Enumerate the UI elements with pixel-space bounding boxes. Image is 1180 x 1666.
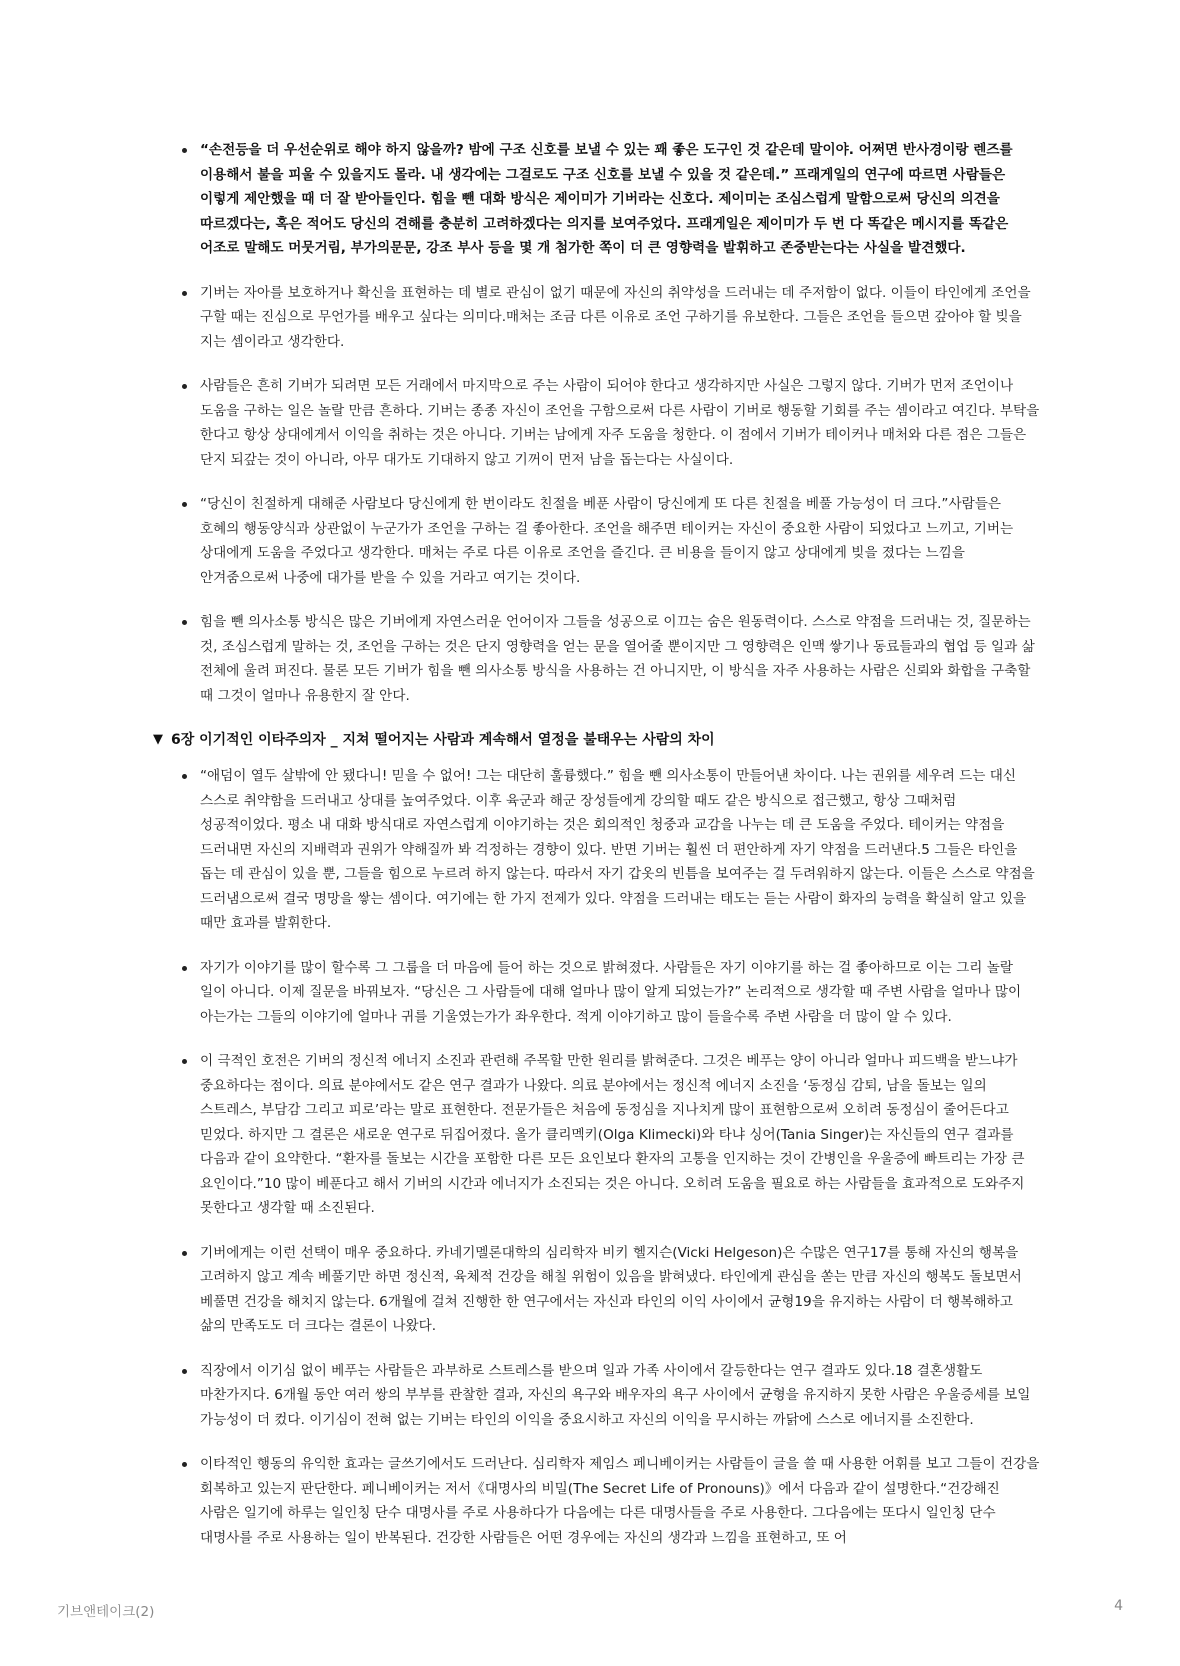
bullet-list-1 (0, 138, 1040, 708)
list-item: “당신이 친절하게 대해준 사람보다 당신에게 한 번이라도 친절을 베푼 사람이 당신에게 또 다른 친절을 베풀 가능성이 더 크다.”사람들은 호혜의 행동양식과 상관없이 누군가가 조언을 구하는 걸 좋아한다. 조언을 해주면 테이커는 자신이 중요한 사람이 되었다고 느끼고, 기버는 상대에게 도움을 주었다고 생각한다. 매처는 주로 다른 이유로 조언을 즐긴다. 큰 비용을 들이지 않고 상대에게 빚을 졌다는 느낌을 안겨줌으로써 나중에 대가를 받을 수 있을 거라고 여기는 것이다. (200, 492, 1040, 590)
toggle-triangle-icon[interactable]: ▼ (153, 732, 163, 747)
list-item: “손전등을 더 우선순위로 해야 하지 않을까? 밤에 구조 신호를 보낼 수 있는 꽤 좋은 도구인 것 같은데 말이야. 어쩌면 반사경이랑 렌즈를 이용해서 불을 피울 수 있을지도 몰라. 내 생각에는 그걸로도 구조 신호를 보낼 수 있을 것 같은데.” 프래게일의 연구에 따르면 사람들은 이렇게 제안했을 때 더 잘 받아들인다. 힘을 뺀 대화 방식은 제이미가 기버라는 신호다. 제이미는 조심스럽게 말함으로써 당신의 의견을 따르겠다는, 혹은 적어도 당신의 견해를 충분히 고려하겠다는 의지를 보여주었다. 프래게일은 제이미가 두 번 다 똑같은 메시지를 똑같은 어조로 말해도 머뭇거림, 부가의문문, 강조 부사 등을 몇 개 첨가한 쪽이 더 큰 영향력을 발휘하고 존중받는다는 사실을 발견했다. (200, 138, 1040, 261)
footer-document-title: 기브앤테이크(2) (57, 1604, 155, 1620)
list-item: 기버에게는 이런 선택이 매우 중요하다. 카네기멜론대학의 심리학자 비키 헬지슨(Vicki Helgeson)은 수많은 연구17를 통해 자신의 행복을 고려하지 않고 계속 베풀기만 하면 정신적, 육체적 건강을 해칠 위험이 있음을 밝혀냈다. 타인에게 관심을 쏟는 만큼 자신의 행복도 돌보면서 베풀면 건강을 해치지 않는다. 6개월에 걸쳐 진행한 한 연구에서는 자신과 타인의 이익 사이에서 균형19을 유지하는 사람이 더 행복해하고 삶의 만족도도 더 크다는 결론이 나왔다. (200, 1241, 1040, 1339)
list-item: 기버는 자아를 보호하거나 확신을 표현하는 데 별로 관심이 없기 때문에 자신의 취약성을 드러내는 데 주저함이 없다. 이들이 타인에게 조언을 구할 때는 진심으로 무언가를 배우고 싶다는 의미다.매처는 조금 다른 이유로 조언 구하기를 유보한다. 그들은 조언을 들으면 갚아야 할 빚을 지는 셈이라고 생각한다. (200, 281, 1040, 355)
list-item: 직장에서 이기심 없이 베푸는 사람들은 과부하로 스트레스를 받으며 일과 가족 사이에서 갈등한다는 연구 결과도 있다.18 결혼생활도 마찬가지다. 6개월 동안 여러 쌍의 부부를 관찰한 결과, 자신의 욕구와 배우자의 욕구 사이에서 균형을 유지하지 못한 사람은 우울증세를 보일 가능성이 더 컸다. 이기심이 전혀 없는 기버는 타인의 이익을 중요시하고 자신의 이익을 무시하는 까닭에 스스로 에너지를 소진한다. (200, 1359, 1040, 1433)
section-title: 6장 이기적인 이타주의자 _ 지쳐 떨어지는 사람과 계속해서 열정을 불태우는 사람의 차이 (171, 732, 715, 748)
list-item: 사람들은 흔히 기버가 되려면 모든 거래에서 마지막으로 주는 사람이 되어야 한다고 생각하지만 사실은 그렇지 않다. 기버가 먼저 조언이나 도움을 구하는 일은 놀랄 만큼 흔하다. 기버는 종종 자신이 조언을 구함으로써 다른 사람이 기버로 행동할 기회를 주는 셈이라고 여긴다. 부탁을 한다고 항상 상대에게서 이익을 취하는 것은 아니다. 기버는 남에게 자주 도움을 청한다. 이 점에서 기버가 테이커나 매처와 다른 점은 그들은 단지 되갚는 것이 아니라, 아무 대가도 기대하지 않고 기꺼이 먼저 남을 돕는다는 사실이다. (200, 374, 1040, 472)
list-item: “애덤이 열두 살밖에 안 됐다니! 믿을 수 없어! 그는 대단히 훌륭했다.” 힘을 뺀 의사소통이 만들어낸 차이다. 나는 권위를 세우려 드는 대신 스스로 취약함을 드러내고 상대를 높여주었다. 이후 육군과 해군 장성들에게 강의할 때도 같은 방식으로 접근했고, 항상 그때처럼 성공적이었다. 평소 내 대화 방식대로 자연스럽게 이야기하는 것은 회의적인 청중과 교감을 나누는 데 큰 도움을 주었다. 테이커는 약점을 드러내면 자신의 지배력과 권위가 약해질까 봐 걱정하는 경향이 있다. 반면 기버는 훨씬 더 편안하게 자기 약점을 드러낸다.5 그들은 타인을 돕는 데 관심이 있을 뿐, 그들을 힘으로 누르려 하지 않는다. 따라서 자기 갑옷의 빈틈을 보여주는 걸 두려워하지 않는다. 이들은 스스로 약점을 드러냄으로써 결국 명망을 쌓는 셈이다. 여기에는 한 가지 전제가 있다. 약점을 드러내는 태도는 듣는 사람이 화자의 능력을 확실히 알고 있을 때만 효과를 발휘한다. (200, 764, 1040, 936)
list-item: 힘을 뺀 의사소통 방식은 많은 기버에게 자연스러운 언어이자 그들을 성공으로 이끄는 숨은 원동력이다. 스스로 약점을 드러내는 것, 질문하는 것, 조심스럽게 말하는 것, 조언을 구하는 것은 단지 영향력을 얻는 문을 열어줄 뿐이지만 그 영향력은 인맥 쌓기나 동료들과의 협업 등 일과 삶 전체에 울려 퍼진다. 물론 모든 기버가 힘을 뺀 의사소통 방식을 사용하는 건 아니지만, 이 방식을 자주 사용하는 사람은 신뢰와 화합을 구축할 때 그것이 얼마나 유용한지 잘 안다. (200, 610, 1040, 708)
page-content (0, 138, 1180, 1570)
list-item: 이 극적인 호전은 기버의 정신적 에너지 소진과 관련해 주목할 만한 원리를 밝혀준다. 그것은 베푸는 양이 아니라 얼마나 피드백을 받느냐가 중요하다는 점이다. 의료 분야에서도 같은 연구 결과가 나왔다. 의료 분야에서는 정신적 에너지 소진을 ‘동정심 감퇴, 남을 돌보는 일의 스트레스, 부담감 그리고 피로’라는 말로 표현한다. 전문가들은 처음에 동정심을 지나치게 많이 표현함으로써 오히려 동정심이 줄어든다고 믿었다. 하지만 그 결론은 새로운 연구로 뒤집어졌다. 올가 클리멕키(Olga Klimecki)와 타냐 싱어(Tania Singer)는 자신들의 연구 결과를 다음과 같이 요약한다. “환자를 돌보는 시간을 포함한 다른 모든 요인보다 환자의 고통을 인지하는 것이 간병인을 우울증에 빠트리는 가장 큰 요인이다.”10 많이 베푼다고 해서 기버의 시간과 에너지가 소진되는 것은 아니다. 오히려 도움을 필요로 하는 사람들을 효과적으로 도와주지 못한다고 생각할 때 소진된다. (200, 1049, 1040, 1221)
list-item: 이타적인 행동의 유익한 효과는 글쓰기에서도 드러난다. 심리학자 제임스 페니베이커는 사람들이 글을 쓸 때 사용한 어휘를 보고 그들이 건강을 회복하고 있는지 판단한다. 페니베이커는 저서《대명사의 비밀(The Secret Life of Pronouns)》에서 다음과 같이 설명한다.“건강해진 사람은 일기에 하루는 일인칭 단수 대명사를 주로 사용하다가 다음에는 다른 대명사들을 주로 사용한다. 그다음에는 또다시 일인칭 단수 대명사를 주로 사용하는 일이 반복된다. 건강한 사람들은 어떤 경우에는 자신의 생각과 느낌을 표현하고, 또 어 (200, 1452, 1040, 1550)
section-heading-toggle[interactable] (153, 728, 1180, 752)
footer-page-number: 4 (1114, 1598, 1123, 1614)
bullet-list-2 (0, 764, 1040, 1550)
list-item: 자기가 이야기를 많이 할수록 그 그룹을 더 마음에 들어 하는 것으로 밝혀졌다. 사람들은 자기 이야기를 하는 걸 좋아하므로 이는 그리 놀랄 일이 아니다. 이제 질문을 바꿔보자. “당신은 그 사람들에 대해 얼마나 많이 알게 되었는가?” 논리적으로 생각할 때 주변 사람을 얼마나 많이 아는가는 그들의 이야기에 얼마나 귀를 기울였는가가 좌우한다. 적게 이야기하고 많이 들을수록 주변 사람을 더 많이 알 수 있다. (200, 956, 1040, 1030)
